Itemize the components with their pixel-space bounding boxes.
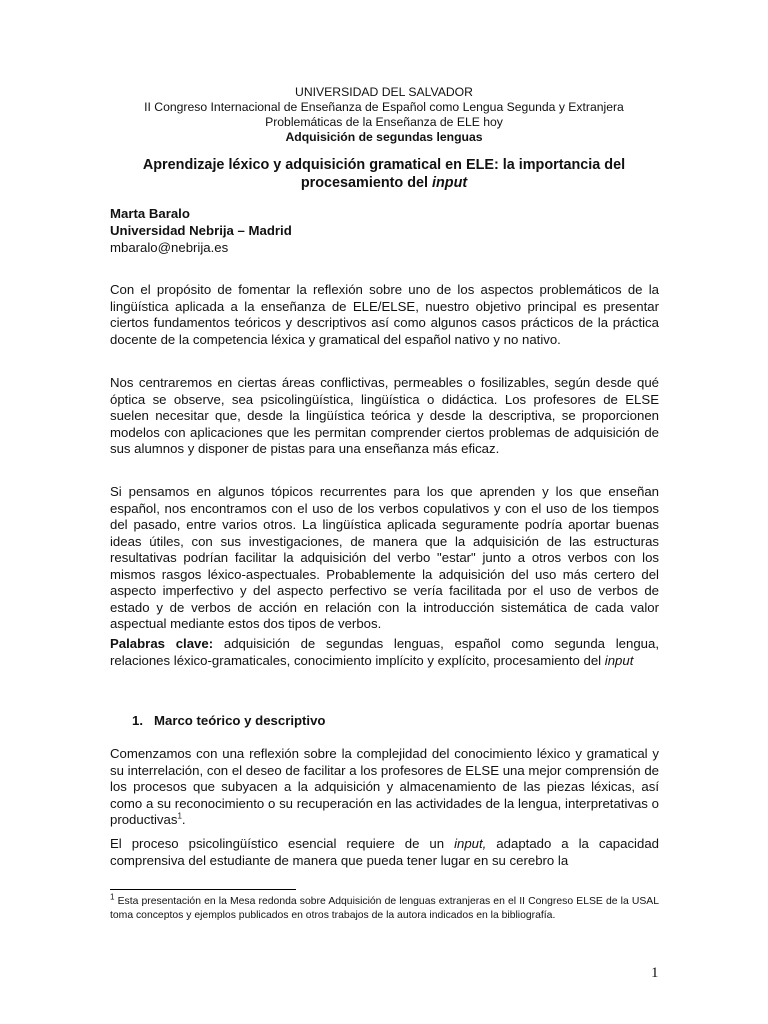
footnote-text: Esta presentación en la Mesa redonda sobre Adquisición de lenguas extranjeras en el II Congreso ELSE de la USAL toma conceptos y ejemplos publicados en otros trabajos de la autora indicados en la bibliografía.	[110, 896, 659, 921]
paragraph-5-line	[110, 746, 659, 829]
paragraph-1-text: Con el propósito de fomentar la reflexión sobre uno de los aspectos problemáticos de la lingüística aplicada a la enseñanza de ELE/ELSE, nuestro objetivo principal es presentar ciertos fundamentos teóricos y descriptivos así como algunos casos prácticos de la práctica docente de la competencia léxica y gramatical del español nativo y no nativo.	[110, 282, 659, 347]
header-block	[100, 85, 668, 145]
author-affiliation: Universidad Nebrija – Madrid	[110, 223, 292, 238]
paragraph-3-text: Si pensamos en algunos tópicos recurrentes para los que aprenden y los que enseñan español, nos encontramos con el uso de los verbos copulativos y con el uso de los tiempos del pasado, entre varios otros. La lingüística aplicada seguramente podría aportar buenas ideas útiles, con sus investigaciones, de manera que la adquisición de las estructuras resultativas podrían facilitar la adquisición del verbo "estar" junto a otros verbos con los mismos rasgos léxico-aspectuales. Probablemente la adquisición del uso más certero del aspecto imperfectivo y del aspecto perfectivo se vería facilitada por el uso de verbos de estado y de verbos de acción en relación con la introducción sistemática de cada valor aspectual mediante estos dos tipos de verbos.	[110, 484, 659, 631]
footnote-reference[interactable]: 1	[177, 811, 182, 821]
paragraph-6-line	[110, 836, 659, 869]
paragraph-6	[110, 836, 659, 869]
paragraph-1	[110, 282, 659, 348]
paragraph-5-text: Comenzamos con una reflexión sobre la complejidad del conocimiento léxico y gramatical y su interrelación, con el deseo de facilitar a los profesores de ELSE una mejor comprensión de los procesos que subyacen a la adquisición y almacenamiento de las piezas léxicas, así como a su reconocimiento o su recuperación en las actividades de la lengua, interpretativas o productivas	[110, 746, 659, 827]
section-title: Marco teórico y descriptivo	[154, 713, 326, 728]
page-number: 1	[651, 965, 659, 981]
keywords-line	[110, 636, 659, 669]
paragraph-3	[110, 484, 659, 633]
keywords-italic: input	[604, 652, 634, 668]
keywords-text: adquisición de segundas lenguas, español como segunda lengua, relaciones léxico-gramaticales, conocimiento implícito y explícito, procesamiento del	[110, 636, 660, 668]
paragraph-5-end: .	[181, 812, 186, 827]
section-heading	[132, 713, 326, 728]
university-name: UNIVERSIDAD DEL SALVADOR	[295, 85, 473, 99]
footnote	[110, 892, 659, 923]
footnote-divider	[110, 889, 296, 890]
keywords-paragraph	[110, 636, 659, 669]
paper-title-text: Aprendizaje léxico y adquisición gramatical en ELE: la importancia del procesamiento del	[142, 157, 626, 191]
paragraph-6-italic: input,	[454, 836, 487, 851]
author-email: mbaralo@nebrija.es	[110, 240, 229, 255]
paragraph-5	[110, 746, 659, 829]
paragraph-6-end: adaptado a la capacidad comprensiva del estudiante de manera que pueda tener lugar en su cerebro la	[110, 836, 659, 868]
congress-name: II Congreso Internacional de Enseñanza de Español como Lengua Segunda y Extranjera	[144, 100, 624, 114]
paragraph-2	[110, 375, 659, 458]
footnote-number: 1	[110, 892, 115, 902]
author-block	[110, 205, 292, 256]
paragraph-6-start: El proceso psicolingüístico esencial requiere de un	[110, 836, 455, 851]
paragraph-2-text: Nos centraremos en ciertas áreas conflictivas, permeables o fosilizables, según desde qué óptica se observe, sea psicolingüística, lingüística o didáctica. Los profesores de ELSE suelen necesitar que, desde la lingüística teórica y desde la descriptiva, se proporcionen modelos con aplicaciones que les permitan comprender ciertos problemas de adquisición de sus alumnos y disponer de pistas para una enseñanza más eficaz.	[110, 375, 659, 456]
author-name: Marta Baralo	[110, 206, 190, 221]
paper-title-italic: input	[431, 175, 468, 191]
section-number: 1.	[132, 713, 143, 728]
congress-theme: Problemáticas de la Enseñanza de ELE hoy	[265, 115, 503, 129]
congress-track: Adquisición de segundas lenguas	[285, 130, 483, 144]
paper-title	[110, 156, 658, 192]
keywords-label: Palabras clave:	[110, 636, 214, 651]
